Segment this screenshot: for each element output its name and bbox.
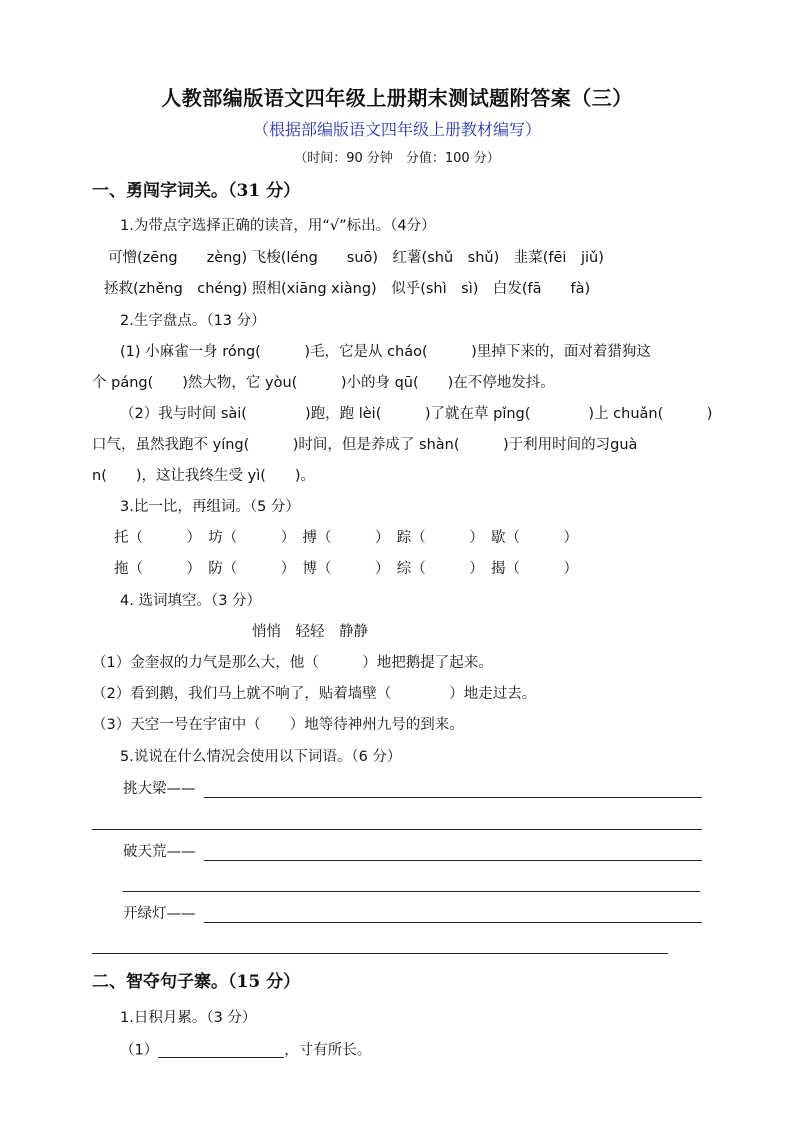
- answer-line[interactable]: [92, 829, 702, 830]
- q2-passage1-line1: (1) 小麻雀一身 róng( )毛，它是从 cháo( )里掉下来的，面对着猎狗这: [120, 344, 651, 360]
- q1-row-1: 可憎(zēng zèng) 飞梭(léng suō) 红薯(shǔ shǔ) 韭菜(fēi jiǔ): [108, 250, 604, 266]
- q2-passage2-line1: （2）我与时间 sài( )跑，跑 lèi( )了就在草 pǐng( )上 chuǎn( ): [120, 406, 713, 422]
- answer-line[interactable]: [123, 891, 700, 892]
- q3-instruction: 3.比一比，再组词。（5 分）: [120, 499, 300, 515]
- q2-instruction: 2.生字盘点。（13 分）: [120, 313, 266, 329]
- q5-word-2: 破天荒——: [123, 844, 196, 860]
- q4-sentence-2: （2）看到鹅，我们马上就不响了，贴着墙壁（ ）地走过去。: [92, 686, 537, 702]
- q5-word-1: 挑大梁——: [123, 781, 196, 797]
- exam-title: 人教部编版语文四年级上册期末测试题附答案（三）: [161, 86, 633, 110]
- answer-line[interactable]: [204, 922, 702, 923]
- q5-word-3: 开绿灯——: [123, 906, 196, 922]
- q1-row-2: 拯救(zhěng chéng) 照相(xiāng xiàng) 似乎(shì sì) 白发(fā fà): [104, 281, 591, 297]
- q4-word-options: 悄悄 轻轻 静静: [252, 624, 368, 640]
- section-heading-1: 一、勇闯字词关。（31 分）: [92, 181, 301, 201]
- p2-q1-instruction: 1.日积月累。（3 分）: [120, 1010, 257, 1026]
- q2-passage1-line2: 个 páng( )然大物，它 yòu( )小的身 qū( )在不停地发抖。: [92, 375, 555, 391]
- fill-blank[interactable]: [158, 1042, 284, 1058]
- q2-passage2-line2: 口气，虽然我跑不 yíng( )时间，但是养成了 shàn( )于利用时间的习guà: [92, 437, 638, 453]
- p2-q1-sentence: [120, 1042, 371, 1058]
- answer-line[interactable]: [92, 953, 668, 954]
- answer-line[interactable]: [204, 797, 702, 798]
- q2-passage2-line3: n( )，这让我终生受 yì( )。: [92, 468, 316, 484]
- q1-instruction: 1.为带点字选择正确的读音，用“√”标出。（4分）: [120, 218, 436, 234]
- q4-sentence-3: （3）天空一号在宇宙中（ ）地等待神州九号的到来。: [92, 717, 464, 733]
- p2-q1-prefix: （1）: [120, 1042, 159, 1059]
- section-heading-2: 二、智夺句子寨。（15 分）: [92, 972, 301, 992]
- q3-row-1: 托（ ） 坊（ ） 搏（ ） 踪（ ） 歇（ ）: [114, 530, 578, 546]
- q3-row-2: 拖（ ） 防（ ） 博（ ） 综（ ） 揭（ ）: [114, 561, 578, 577]
- q4-sentence-1: （1）金奎叔的力气是那么大，他（ ）地把鹅提了起来。: [92, 655, 493, 671]
- q5-instruction: 5.说说在什么情况会使用以下词语。（6 分）: [120, 749, 402, 765]
- p2-q1-suffix: ，寸有所长。: [284, 1042, 372, 1059]
- q4-instruction: 4. 选词填空。（3 分）: [120, 593, 262, 609]
- exam-subtitle: （根据部编版语文四年级上册教材编写）: [252, 120, 541, 139]
- answer-line[interactable]: [204, 860, 702, 861]
- time-and-score: （时间：90 分钟 分值：100 分）: [294, 151, 500, 166]
